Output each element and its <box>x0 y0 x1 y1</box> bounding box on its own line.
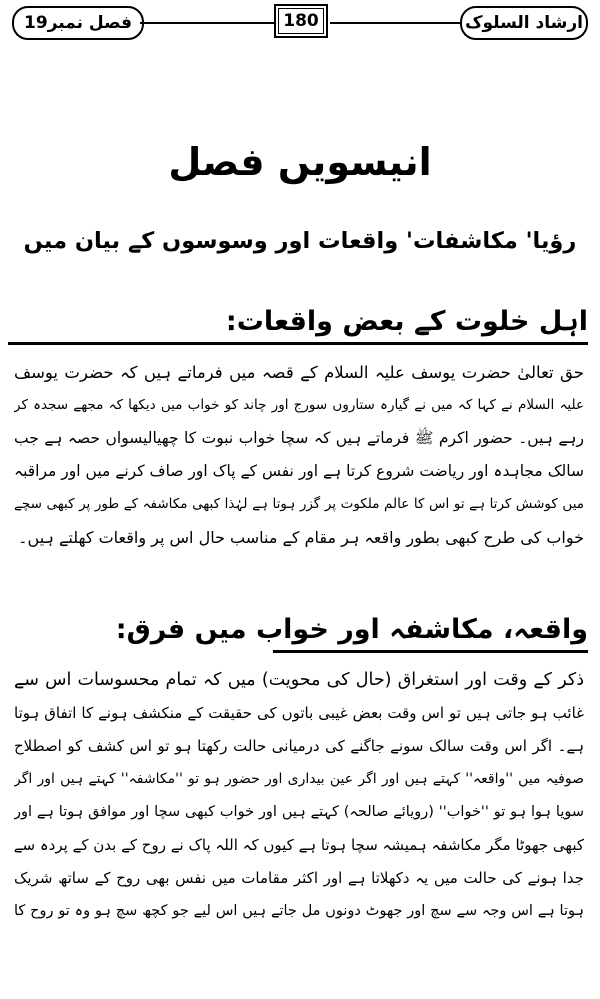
text-line: سالک مجاہدہ اور ریاضت شروع کرتا ہے اور نفس کے پاک اور صاف کرنے میں اور مراقبہ <box>14 462 584 480</box>
header-rule-left <box>140 22 276 24</box>
page-number-box <box>274 4 328 38</box>
text-line: رہے ہیں۔ حضور اکرم ﷺ فرماتے ہیں کہ سچا خواب نبوت کا چھیالیسواں حصہ ہے جب <box>14 429 584 447</box>
main-heading: رؤیا' مکاشفات' واقعات اور وسوسوں کے بیان میں <box>23 228 577 254</box>
text-line: جدا ہونے کی حالت میں یہ دکھلاتا ہے اور اکثر مقامات میں نفس بھی روح کے ساتھ شریک <box>14 869 584 887</box>
paragraph-1 <box>14 356 584 554</box>
section-heading-text: اہل خلوت کے بعض واقعات: <box>225 306 588 337</box>
chapter-title: انیسویں فصل <box>168 140 432 184</box>
paragraph-2 <box>14 664 584 928</box>
section-heading-underline <box>273 650 588 653</box>
book-title: ارشاد السلوک <box>460 6 588 40</box>
text-line: علیہ السلام نے کہا کہ میں نے گیارہ ستاروں سورج اور چاند کو خواب میں دیکھا کہ مجھے سجدہ کر <box>14 397 584 413</box>
page-header <box>8 4 592 44</box>
text-line: سویا ہوا ہو تو ''خواب'' (رویائے صالحہ) کہتے ہیں اور خواب کبھی سچا اور موافق ہوتا ہے اور <box>14 804 584 820</box>
text-line: غائب ہو جاتی ہیں تو اس وقت بعض غیبی باتوں کی حقیقت کے منکشف ہونے کا اتفاق ہوتا <box>14 704 584 722</box>
chapter-number-label: فصل نمبر19 <box>12 6 144 40</box>
text-line: ہوتا ہے اس وجہ سے سچ اور جھوٹ دونوں مل جاتے ہیں اس لیے جو کچھ سچ ہو وہ تو روح کا <box>14 903 584 919</box>
text-line: حق تعالیٰ حضرت یوسف علیہ السلام کے قصہ میں فرماتے ہیں کہ حضرت یوسف <box>14 363 584 382</box>
text-line: میں کوشش کرتا ہے تو اس کا عالم ملکوت پر گزر ہوتا ہے لہٰذا کبھی مکاشفہ کے طور پر کبھی سچے <box>14 496 584 512</box>
text-line: خواب کی طرح کبھی بطور واقعہ ہر مقام کے مناسب حال اس پر واقعات کھلتے ہیں۔ <box>18 528 584 547</box>
text-line: صوفیہ میں ''واقعہ'' کہتے ہیں اور اگر عین بیداری اور حضور ہو تو ''مکاشفہ'' کہتے ہیں اور اگر <box>14 771 584 787</box>
header-rule-right <box>330 22 460 24</box>
section-heading-underline <box>8 342 588 345</box>
section-heading-2 <box>116 614 588 649</box>
page-number: 180 <box>278 8 324 34</box>
text-line: ہے۔ اگر اس وقت سالک سونے جاگنے کی درمیانی حالت رکھتا ہو تو اس کشف کو اصطلاح <box>14 737 584 755</box>
text-line: کبھی جھوٹا مگر مکاشفہ ہمیشہ سچا ہوتا ہے کیوں کہ اللہ پاک نے روح کے بدن کے پردہ سے <box>14 836 584 854</box>
section-heading-1 <box>226 306 588 341</box>
section-heading-text: واقعہ، مکاشفہ اور خواب میں فرق: <box>115 614 588 645</box>
text-line: ذکر کے وقت اور استغراق (حال کی محویت) میں کہ تمام محسوسات اس سے <box>14 670 584 690</box>
